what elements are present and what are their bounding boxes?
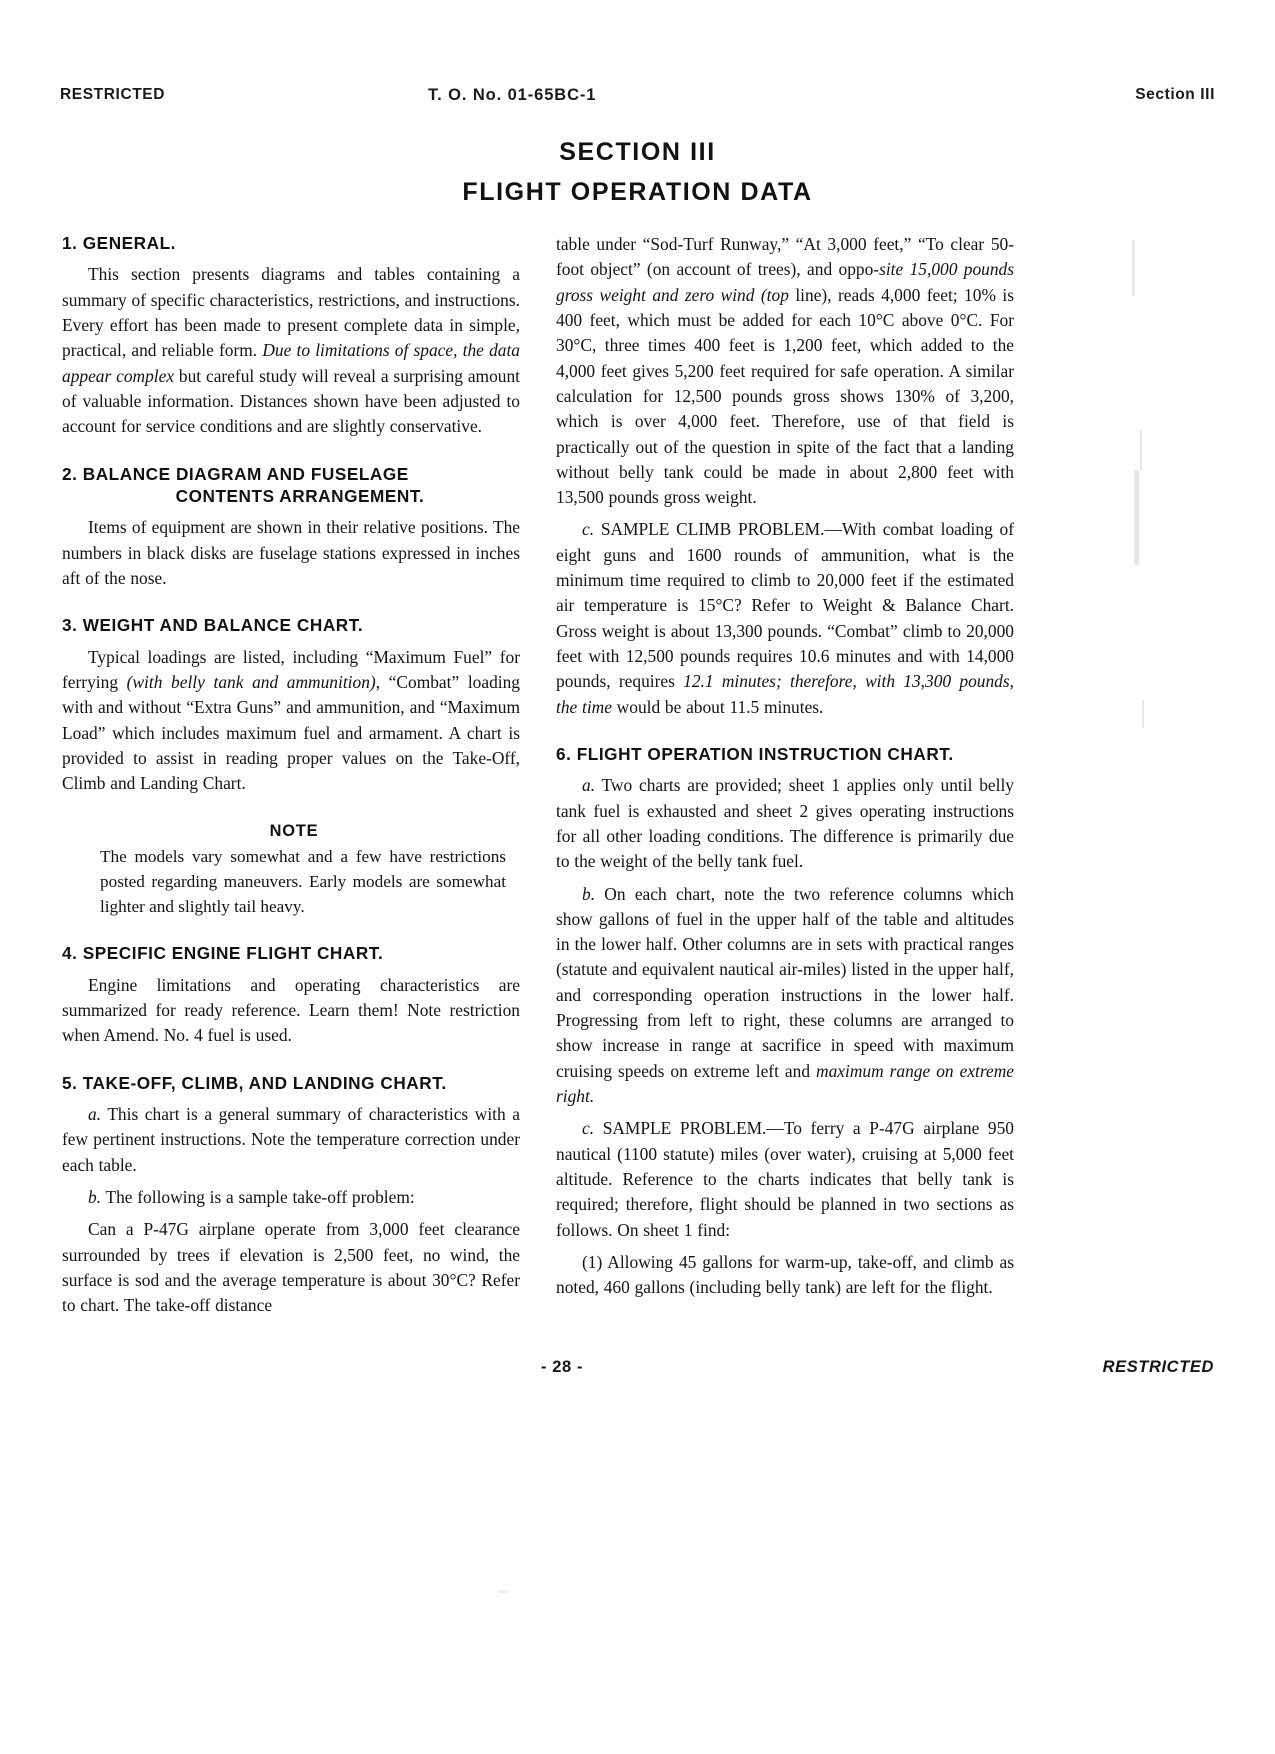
heading-flight-operation-instruction-chart: 6. FLIGHT OPERATION INSTRUCTION CHART. <box>556 743 954 764</box>
classification-marking-bottom: RESTRICTED <box>1102 1358 1214 1376</box>
paragraph-5b-label: b. <box>88 1187 102 1208</box>
paragraph-weight-balance <box>62 645 520 797</box>
paragraph-weight-balance-part1: Typical loadings are listed, including “Maximum Fuel” for ferrying <box>62 646 520 692</box>
page-title-block <box>0 138 1275 207</box>
paragraph-6b-label: b. <box>582 883 596 904</box>
technical-order-number: T. O. No. 01-65BC-1 <box>428 86 597 104</box>
paragraph-takeoff-cont-part1: table under “Sod-Turf Runway,” “At 3,000 feet,” “To clear 50-foot object” (on account of trees), and oppo- <box>556 234 1014 280</box>
heading-takeoff-climb-landing-chart: 5. TAKE-OFF, CLIMB, AND LANDING CHART. <box>62 1072 447 1093</box>
paragraph-weight-balance-part2: , “Combat” loading with and without “Extra Guns” and ammunition, and “Maximum Load” which includes maximum fuel and armament. A chart is provided to assist in reading proper values on the Take-Off, Climb and Landing Chart. <box>62 671 520 794</box>
page-subtitle: FLIGHT OPERATION DATA <box>462 178 813 206</box>
paragraph-6b-part1: On each chart, note the two reference columns which show gallons of fuel in the upper half of the table and altitudes in the lower half. Other columns are in sets with practical ranges (statute and equivalent nautical air-miles) listed in the upper half, and corresponding operation instructions in the lower half. Progressing from left to right, these columns are arranged to show increase in range at sacrifice in speed with maximum cruising speeds on extreme left and <box>556 883 1014 1081</box>
paragraph-5c-part2: would be about 11.5 minutes. <box>611 696 824 717</box>
right-column <box>556 232 1014 1308</box>
paragraph-5b <box>62 1185 520 1210</box>
paragraph-6a-label: a. <box>582 775 596 796</box>
heading-general: 1. GENERAL. <box>62 233 176 253</box>
paragraph-6c-text: —To ferry a P-47G airplane 950 nautical (1100 statute) miles (over water), cruising at 5,000 feet altitude. Reference to the charts indicates that belly tank is required; therefore, flight should be planned in two sections as follows. On sheet 1 find: <box>556 1118 1015 1240</box>
paragraph-6b <box>556 882 1014 1110</box>
heading-balance-diagram-line2: CONTENTS ARRANGEMENT. <box>175 485 425 506</box>
paragraph-general <box>62 262 520 439</box>
note-callout <box>62 822 520 919</box>
paragraph-takeoff-problem-continued <box>556 232 1014 510</box>
running-head <box>60 86 1215 112</box>
paragraph-general-part1: This section presents diagrams and tables containing a summary of specific characteristics, restrictions, and instructions. Every effort has been made to present complete data in simple, practical, and reliable form. <box>62 264 520 361</box>
paragraph-5c-part1: —With combat loading of eight guns and 1600 rounds of ammunition, what is the minimum time required to climb to 20,000 feet if the estimated air temperature is 15°C? Refer to Weight & Balance Chart. Gross weight is about 13,300 pounds. “Combat” climb to 20,000 feet with 12,500 pounds requires 10.6 minutes and with 14,000 pounds, requires <box>556 519 1015 692</box>
paragraph-6c-label: c. <box>582 1118 595 1139</box>
left-column <box>62 232 520 1326</box>
paragraph-specific-engine: Engine limitations and operating characteristics are summarized for ready reference. Learn them! Note restriction when Amend. No. 4 fuel is used. <box>62 974 520 1046</box>
body-columns <box>62 232 1214 1332</box>
paragraph-general-italic: Due to limitations of space, the data appear complex <box>62 340 520 386</box>
paragraph-5a-text: This chart is a general summary of characteristics with a few pertinent instructions. Note the temperature correction under each table. <box>62 1104 520 1175</box>
paragraph-takeoff-cont-part2: line), reads 4,000 feet; 10% is 400 feet, which must be added for each 10°C above 0°C. For 30°C, three times 400 feet is 1,200 feet, which added to the 4,000 feet gives 5,200 feet required for safe operation. A similar calculation for 12,500 pounds gross shows 130% of 3,200, which is over 4,000 feet. Therefore, use of that field is practically out of the question in spite of the fact that a landing without belly tank could be made in about 2,800 feet with 13,500 pounds gross weight. <box>556 284 1014 508</box>
paragraph-5a <box>62 1102 520 1178</box>
classification-marking-top: RESTRICTED <box>60 86 166 103</box>
paragraph-weight-balance-italic: (with belly tank and ammunition) <box>126 671 376 692</box>
heading-balance-diagram-line1: 2. BALANCE DIAGRAM AND FUSELAGE <box>62 463 409 484</box>
paragraph-general-part2: but careful study will reveal a surprising amount of valuable information. Distances shown have been adjusted to account for service conditions and are slightly conservative. <box>62 365 520 437</box>
paragraph-takeoff-cont-italic: site 15,000 pounds gross weight and zero wind (top <box>556 259 1014 305</box>
paragraph-6b-italic: maximum range on extreme right. <box>556 1060 1014 1107</box>
page-number: - 28 - <box>540 1358 584 1376</box>
page-title: SECTION III <box>559 138 716 166</box>
section-marker-top: Section III <box>1135 86 1215 103</box>
note-text: The models vary somewhat and a few have restrictions posted regarding maneuvers. Early models are somewhat lighter and slightly tail heavy. <box>100 847 506 917</box>
heading-balance-diagram <box>62 463 520 508</box>
scan-artifact <box>498 1590 508 1593</box>
paragraph-6c1: (1) Allowing 45 gallons for warm-up, take-off, and climb as noted, 460 gallons (including belly tank) are left for the flight. <box>556 1251 1014 1298</box>
paragraph-6a <box>556 773 1014 874</box>
heading-weight-balance-chart: 3. WEIGHT AND BALANCE CHART. <box>62 615 364 636</box>
paragraph-6c-caps: SAMPLE PROBLEM. <box>594 1118 767 1139</box>
paragraph-5c-caps: SAMPLE CLIMB PROBLEM. <box>594 519 825 540</box>
paragraph-5a-label: a. <box>88 1104 102 1125</box>
page-footer <box>62 1358 1214 1388</box>
paragraph-5c-takeoff-problem: Can a P-47G airplane operate from 3,000 feet clearance surrounded by trees if elevation is 2,500 feet, no wind, the surface is sod and the average temperature is about 30°C? Refer to chart. The take-off distance <box>62 1219 520 1316</box>
paragraph-5c-italic: 12.1 minutes; therefore, with 13,300 pounds, the time <box>556 671 1014 717</box>
paragraph-sample-climb-problem <box>556 517 1014 720</box>
paragraph-6c-sample-problem <box>556 1116 1014 1243</box>
heading-specific-engine-flight-chart: 4. SPECIFIC ENGINE FLIGHT CHART. <box>62 943 384 964</box>
paragraph-5c-label: c. <box>582 519 595 540</box>
note-label: NOTE <box>269 822 319 841</box>
paragraph-5b-text: The following is a sample take-off problem: <box>101 1187 415 1208</box>
paragraph-balance-diagram: Items of equipment are shown in their relative positions. The numbers in black disks are fuselage stations expressed in inches aft of the nose. <box>62 517 520 588</box>
paragraph-6a-text: Two charts are provided; sheet 1 applies only until belly tank fuel is exhausted and sheet 2 gives operating instructions for all other loading conditions. The difference is primarily due to the weight of the belly tank fuel. <box>556 775 1014 872</box>
